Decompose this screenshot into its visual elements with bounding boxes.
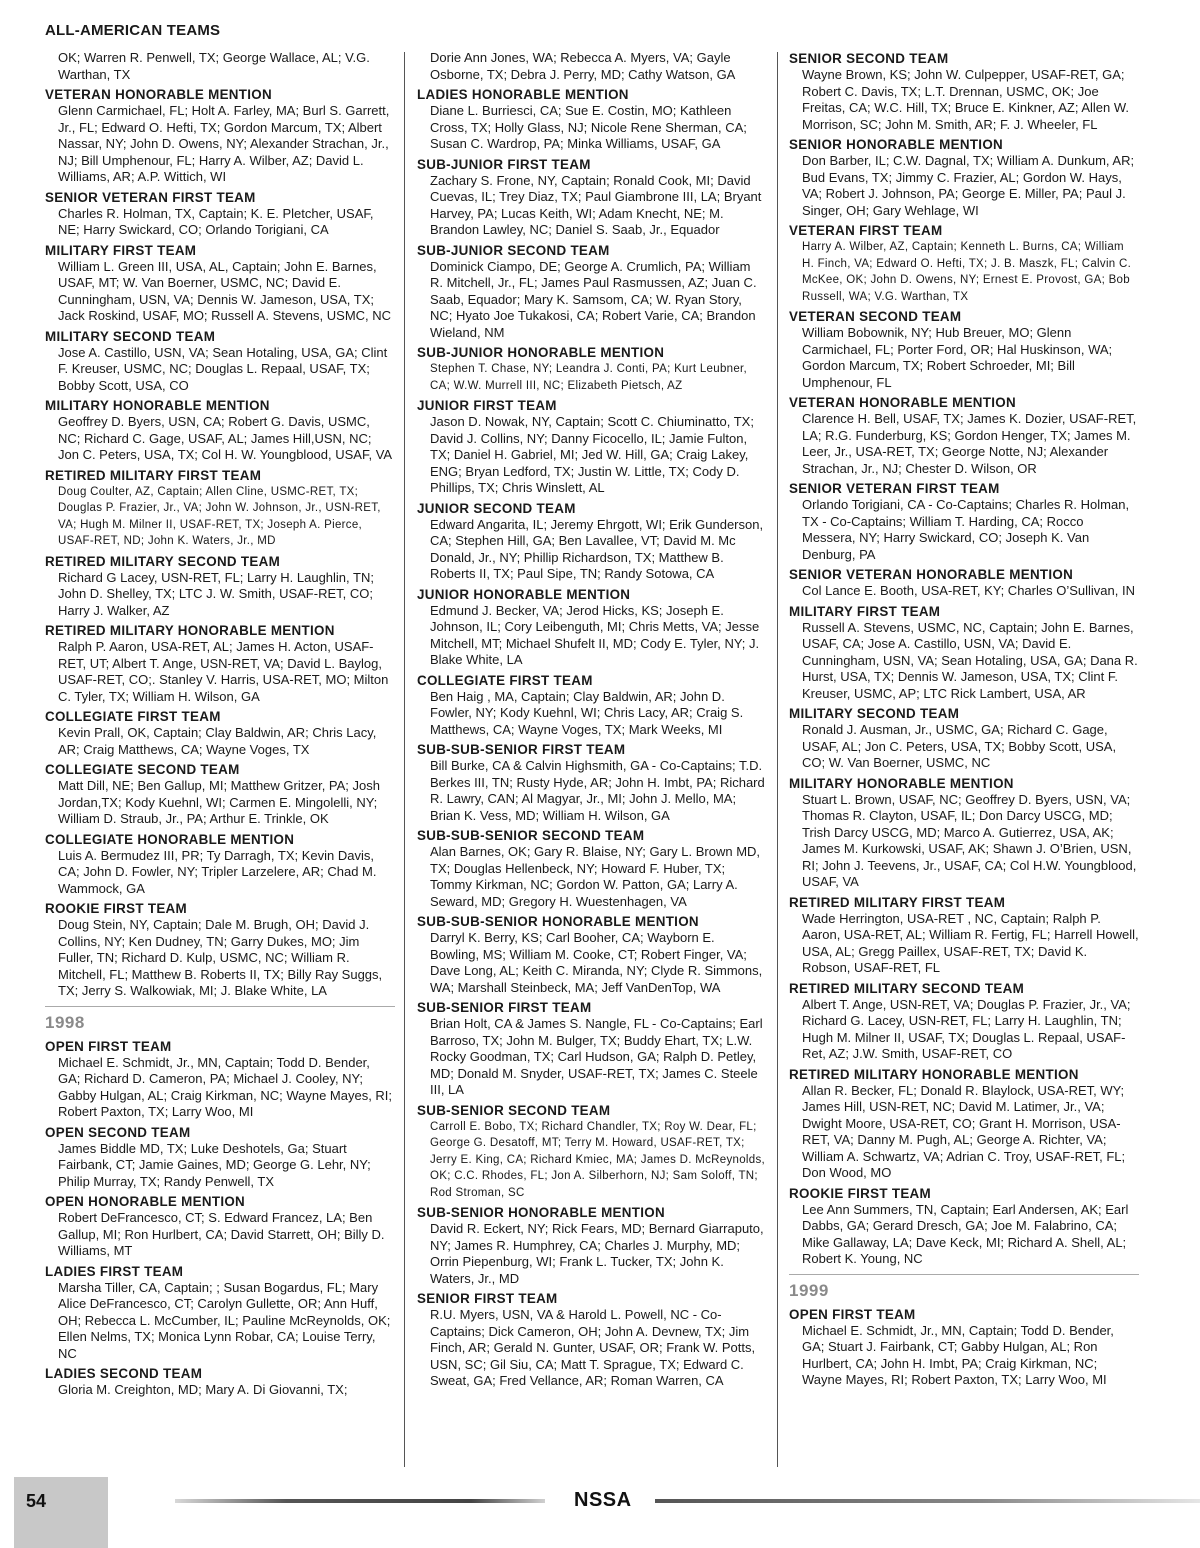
team-section [45, 554, 395, 620]
team-section [45, 1264, 395, 1363]
team-section [789, 604, 1139, 703]
team-section [45, 1194, 395, 1260]
continued-entry [45, 50, 395, 83]
team-members: Doug Stein, NY, Captain; Dale M. Brugh, OH; David J. Collins, NY; Ken Dudney, TN; Garry Dukes, MO; Jim Fuller, TN; Richard D. Kulp, USMC, NC; William R. Mitchell, FL; Matthew B. Roberts II, TX; Billy Ray Suggs, TX; Jerry S. Walkowiak, MI; J. Blake White, LA [58, 917, 383, 998]
team-members: Alan Barnes, OK; Gary R. Blaise, NY; Gary L. Brown MD, TX; Douglas Hellenbeck, NY; Howard F. Huber, TX; Tommy Kirkman, NC; Gordon W. Patton, GA; Larry A. Seward, MD; Gregory H. Wuestenhagen, VA [430, 844, 761, 909]
team-section [45, 709, 395, 758]
team-section [789, 395, 1139, 477]
team-heading: MILITARY FIRST TEAM [45, 242, 197, 258]
team-section [45, 243, 395, 325]
team-members: Jose A. Castillo, USN, VA; Sean Hotaling, USA, GA; Clint F. Kreuser, USMC, NC; Douglas L. Repaal, USAF, TX; Bobby Scott, USA, CO [58, 344, 388, 393]
team-members: David R. Eckert, NY; Rick Fears, MD; Bernard Giarraputo, NY; James R. Humphrey, CA; Charles J. Murphy, MD; Orrin Piepenburg, WI; Frank L. Tucker, TX; John K. Waters, Jr., MD [430, 1221, 764, 1286]
team-section [45, 623, 395, 705]
team-heading: SENIOR VETERAN HONORABLE MENTION [789, 567, 1074, 582]
team-section [417, 673, 767, 739]
team-heading: COLLEGIATE FIRST TEAM [417, 672, 593, 688]
team-section [417, 345, 767, 394]
team-section [45, 832, 395, 898]
team-members: Michael E. Schmidt, Jr., MN, Captain; Todd D. Bender, GA; Richard D. Cameron, PA; Michael J. Cooley, NY; Gabby Hulgan, AL; Craig Kirkman, NC; Wayne Mayes, RI; Robert Paxton, TX; Larry Woo, MI [58, 1054, 393, 1119]
team-members: Wayne Brown, KS; John W. Culpepper, USAF-RET, GA; Robert C. Davis, TX; L.T. Drennan, USMC, OK; Joe Freitas, CA; W.C. Hill, TX; Bruce E. Kinkner, AZ; Allen W. Morrison, SC; John M. Smith, AR; F. J. Wheeler, FL [802, 67, 1130, 132]
team-section [417, 914, 767, 996]
team-section [789, 1186, 1139, 1268]
team-members: Carroll E. Bobo, TX; Richard Chandler, TX; Roy W. Dear, FL; George G. Desatoff, MT; Terry M. Howard, USAF-RET, TX; Jerry E. King, CA; Richard Kmiec, MA; James D. McReynolds, OK; C.C. Rhodes, FL; Jon A. Silberhorn, NJ; Sam Soloff, TN; Rod Stroman, SC [430, 1120, 766, 1199]
team-members: Ben Haig , MA, Captain; Clay Baldwin, AR; John D. Fowler, NY; Kody Kuehnl, WI; Chris Lacy, AR; Craig S. Matthews, CA; Wayne Voges, TX; Mark Weeks, MI [430, 688, 744, 737]
team-section [45, 1366, 395, 1399]
team-section [789, 481, 1139, 563]
team-heading: LADIES HONORABLE MENTION [417, 87, 629, 102]
team-members: Don Barber, IL; C.W. Dagnal, TX; William A. Dunkum, AR; Bud Evans, TX; Jimmy C. Frazier, AL; Gordon W. Hays, VA; Robert J. Johnson, PA; George E. Miller, PA; Paul J. Singer, OH; Gary Wehlage, WI [802, 153, 1135, 218]
team-heading: SENIOR VETERAN FIRST TEAM [789, 481, 1000, 496]
team-heading: MILITARY SECOND TEAM [789, 706, 960, 721]
team-heading: LADIES SECOND TEAM [45, 1366, 203, 1381]
team-section [417, 501, 767, 583]
team-members: Stephen T. Chase, NY; Leandra J. Conti, PA; Kurt Leubner, CA; W.W. Murrell III, NC; Elizabeth Pietsch, AZ [430, 363, 748, 392]
team-members: James Biddle MD, TX; Luke Deshotels, Ga; Stuart Fairbank, CT; Jamie Gaines, MD; George G. Lehr, NY; Philip Murray, TX; Randy Penwell, TX [58, 1140, 371, 1189]
team-section [789, 895, 1139, 977]
team-section [789, 223, 1139, 305]
team-heading: OPEN FIRST TEAM [789, 1306, 916, 1322]
team-section [789, 776, 1139, 891]
team-heading: COLLEGIATE HONORABLE MENTION [45, 831, 295, 847]
team-section [789, 706, 1139, 772]
team-heading: MILITARY FIRST TEAM [789, 603, 941, 619]
team-section [789, 137, 1139, 219]
team-heading: LADIES FIRST TEAM [45, 1263, 184, 1279]
team-heading: COLLEGIATE SECOND TEAM [45, 762, 240, 777]
column-divider [404, 52, 405, 1467]
team-members: Russell A. Stevens, USMC, NC, Captain; John E. Barnes, USAF, CA; Jose A. Castillo, USN, VA; David E. Cunningham, USN, VA; Sean Hotaling, USA, GA; Dana R. Hurst, USA, TX; Dennis W. Jameson, USA, TX; Clint F. Kreuser, USMC, AP; LTC Rick Lambert, USA, AR [802, 619, 1138, 701]
team-section [45, 398, 395, 464]
team-heading: OPEN FIRST TEAM [45, 1038, 172, 1054]
team-section [45, 901, 395, 1000]
team-heading: SENIOR VETERAN FIRST TEAM [45, 189, 256, 205]
team-heading: SENIOR HONORABLE MENTION [789, 137, 1004, 152]
team-section [417, 243, 767, 342]
team-members: Harry A. Wilber, AZ, Captain; Kenneth L. Burns, CA; William H. Finch, VA; Edward O. Hefti, TX; J. B. Maszk, FL; Calvin C. McKee, OK; John D. Owens, NY; Ernest E. Provost, GA; Bob Russell, WA; V.G. Warthan, TX [802, 241, 1132, 303]
team-section [789, 567, 1139, 600]
team-heading: SUB-JUNIOR SECOND TEAM [417, 242, 610, 258]
team-members: Clarence H. Bell, USAF, TX; James K. Dozier, USAF-RET, LA; R.G. Funderburg, KS; Gordon Henger, TX; James M. Leer, Jr., USA-RET, TX; George Notte, NJ; Alexander Strachan, Jr., NJ; Chester D. Wilson, OR [802, 411, 1137, 476]
team-heading: VETERAN SECOND TEAM [789, 309, 962, 324]
team-members: Ronald J. Ausman, Jr., USMC, GA; Richard C. Gage, USAF, AL; Jon C. Peters, USA, TX; Bobby Scott, USA, CO; W. Van Boerner, USMC, NC [802, 722, 1117, 770]
team-heading: SUB-SUB-SENIOR FIRST TEAM [417, 742, 626, 757]
team-heading: SUB-JUNIOR FIRST TEAM [417, 156, 591, 172]
team-members: R.U. Myers, USN, VA & Harold L. Powell, NC - Co-Captains; Dick Cameron, OH; John A. Devnew, TX; Jim Finch, AR; Gerald N. Gunter, USAF, OR; Frank W. Potts, USN, SC; Gil Siu, CA; Matt T. Sprague, TX; Edward C. Sweat, GA; Fred Vellance, AR; Roman Warren, CA [430, 1307, 756, 1388]
team-members: Zachary S. Frone, NY, Captain; Ronald Cook, MI; David Cuevas, IL; Trey Diaz, TX; Paul Giambrone III, LA; Bryant Harvey, PA; Lucas Keith, WI; Adam Knecht, NE; M. Brandon Lawley, NC; Daniel S. Saab, Jr., Equador [430, 172, 762, 237]
year-heading: 1999 [789, 1274, 1139, 1301]
team-section [417, 1000, 767, 1099]
team-heading: VETERAN HONORABLE MENTION [789, 395, 1016, 410]
team-heading: JUNIOR FIRST TEAM [417, 398, 557, 413]
column-divider [777, 52, 778, 1467]
team-section [45, 190, 395, 239]
team-members: Diane L. Burriesci, CA; Sue E. Costin, MO; Kathleen Cross, TX; Holly Glass, NJ; Nicole Rene Sherman, CA; Susan C. Wardrop, PA; Minka Williams, USAF, GA [430, 103, 747, 151]
team-members: Luis A. Bermudez III, PR; Ty Darragh, TX; Kevin Davis, CA; John D. Fowler, NY; Tripler Larzelere, AR; Chad M. Wammock, GA [58, 847, 377, 896]
team-heading: SENIOR SECOND TEAM [789, 51, 949, 66]
team-section [417, 1291, 767, 1390]
team-section [417, 587, 767, 669]
team-heading: ROOKIE FIRST TEAM [45, 901, 187, 916]
team-heading: RETIRED MILITARY HONORABLE MENTION [789, 1066, 1079, 1082]
team-section [417, 828, 767, 910]
team-members: Geoffrey D. Byers, USN, CA; Robert G. Davis, USMC, NC; Richard C. Gage, USAF, AL; James Hill,USN, NC; Jon C. Peters, USA, TX; Col H. W. Youngblood, USAF, VA [58, 414, 393, 462]
team-members: Brian Holt, CA & James S. Nangle, FL - Co-Captains; Earl Barroso, TX; John M. Bulger, TX; Buddy Ehart, TX; L.W. Rocky Goodman, TX; Carl Hudson, GA; Ralph D. Petley, MD; Donald M. Snyder, USAF-RET, TX; James C. Steele III, LA [430, 1016, 763, 1097]
team-section [417, 1205, 767, 1287]
team-section [789, 1067, 1139, 1182]
team-heading: COLLEGIATE FIRST TEAM [45, 709, 221, 724]
team-section [789, 51, 1139, 133]
team-heading: SUB-SENIOR HONORABLE MENTION [417, 1205, 665, 1220]
team-heading: SUB-SENIOR SECOND TEAM [417, 1102, 611, 1118]
team-heading: RETIRED MILITARY HONORABLE MENTION [45, 623, 335, 638]
team-section [45, 468, 395, 550]
team-members: Bill Burke, CA & Calvin Highsmith, GA - Co-Captains; T.D. Berkes III, TN; Rusty Hyde, AR; John H. Imbt, PA; Richard R. Lawry, CAN; Al Magyar, Jr., MI; John J. Mello, MA; Brian K. Vess, MD; William H. Wilson, GA [430, 758, 765, 823]
team-members: Allan R. Becker, FL; Donald R. Blaylock, USA-RET, WY; James Hill, USN-RET, NC; David M. Latimer, Jr., VA; Dwight Moore, USA-RET, CO; Grant H. Morrison, USA-RET, VA; Danny M. Pugh, AL; George A. Richter, VA; William A. Schwartz, VA; Adrian C. Troy, USAF-RET, FL; Don Wood, MO [802, 1082, 1126, 1180]
team-members: OK; Warren R. Penwell, TX; George Wallace, AL; V.G. Warthan, TX [58, 50, 370, 82]
team-members: Robert DeFrancesco, CT; S. Edward Francez, LA; Ben Gallup, MI; Ron Hurlbert, CA; David Starrett, OH; Billy D. Williams, MT [58, 1210, 385, 1258]
year-heading: 1998 [45, 1006, 395, 1033]
team-heading: OPEN HONORABLE MENTION [45, 1194, 246, 1209]
team-heading: ROOKIE FIRST TEAM [789, 1185, 931, 1201]
page-number-tab [14, 1477, 108, 1548]
team-section [789, 981, 1139, 1063]
team-section [417, 742, 767, 824]
team-heading: OPEN SECOND TEAM [45, 1124, 191, 1140]
team-heading: VETERAN FIRST TEAM [789, 223, 943, 238]
team-section [45, 329, 395, 395]
team-members: Ralph P. Aaron, USA-RET, AL; James H. Acton, USAF-RET, UT; Albert T. Ange, USN-RET, VA; David L. Baylog, USAF-RET, CO;. Stanley V. Harris, USA-RET, MO; Milton C. Tyler, TX; William H. Wilson, GA [58, 639, 389, 704]
continued-entry [417, 50, 767, 83]
team-heading: VETERAN HONORABLE MENTION [45, 87, 272, 102]
team-heading: JUNIOR HONORABLE MENTION [417, 586, 631, 602]
team-heading: SUB-SUB-SENIOR HONORABLE MENTION [417, 914, 699, 929]
team-members: Stuart L. Brown, USAF, NC; Geoffrey D. Byers, USN, VA; Thomas R. Clayton, USAF, IL; Don Darcy USCG, MD; Trish Darcy USCG, MD; Marco A. Gutierrez, USA, AK; James M. Kurkowski, USAF, AK; Shawn J. O’Brien, USN, RI; John J. Teevens, Jr., USAF, CA; Col H.W. Youngblood, USAF, VA [802, 791, 1137, 889]
team-heading: RETIRED MILITARY FIRST TEAM [45, 467, 262, 483]
team-section [789, 1307, 1139, 1389]
team-section [45, 762, 395, 828]
team-section [417, 398, 767, 497]
team-members: Orlando Torigiani, CA - Co-Captains; Charles R. Holman, TX - Co-Captains; William T. Harding, CA; Rocco Messera, NY; Harry Swickard, CO; Joseph K. Van Denburg, PA [802, 497, 1130, 562]
team-members: Marsha Tiller, CA, Captain; ; Susan Bogardus, FL; Mary Alice DeFrancesco, CT; Carolyn Gullette, OR; Ann Huff, OH; Rebecca L. McCumber, IL; Pauline McReynolds, OK; Ellen Nelms, TX; Monica Lynn Robar, CA; Louise Terry, NC [58, 1279, 391, 1361]
team-members: Dominick Ciampo, DE; George A. Crumlich, PA; William R. Mitchell, Jr., FL; James Paul Rasmussen, AZ; Juan C. Saab, Equador; Mary K. Samsom, CA; W. Ryan Story, NC; Hyato Joe Tukakosi, CA; Robert Varie, CA; Brandon Wieland, NM [430, 258, 757, 340]
team-section [417, 157, 767, 239]
team-heading: MILITARY HONORABLE MENTION [45, 398, 270, 413]
team-members: Albert T. Ange, USN-RET, VA; Douglas P. Frazier, Jr., VA; Richard G. Lacey, USN-RET, FL; Larry H. Laughlin, TN; Hugh M. Milner II, USAF, TX; Douglas L. Repaal, USAF- Ret, AZ; J.W. Smith, USAF-RET, CO [802, 996, 1131, 1061]
team-section [417, 87, 767, 153]
team-members: Michael E. Schmidt, Jr., MN, Captain; Todd D. Bender, GA; Stuart J. Fairbank, CT; Gabby Hulgan, AL; Ron Hurlbert, CA; John H. Imbt, PA; Craig Kirkman, NC; Wayne Mayes, RI; Robert Paxton, TX; Larry Woo, MI [802, 1322, 1114, 1387]
team-members: Doug Coulter, AZ, Captain; Allen Cline, USMC-RET, TX; Douglas P. Frazier, Jr., VA; John W. Johnson, Jr., USN-RET, VA; Hugh M. Milner II, USAF-RET, TX; Joseph A. Pierce, USAF-RET, ND; John K. Waters, Jr., MD [58, 485, 381, 547]
team-members: Charles R. Holman, TX, Captain; K. E. Pletcher, USAF, NE; Harry Swickard, CO; Orlando Torigiani, CA [58, 205, 374, 237]
team-heading: SUB-SUB-SENIOR SECOND TEAM [417, 828, 645, 843]
page-footer [0, 1465, 1200, 1548]
team-heading: MILITARY HONORABLE MENTION [789, 775, 1014, 791]
team-members: Gloria M. Creighton, MD; Mary A. Di Giovanni, TX; [58, 1382, 348, 1397]
team-members: Lee Ann Summers, TN, Captain; Earl Andersen, AK; Earl Dabbs, GA; Gerard Dresch, GA; Joe M. Falabrino, CA; Mike Gallaway, LA; Dave Keck, MI; Richard A. Shell, AL; Robert K. Young, NC [802, 1201, 1129, 1266]
page-header: ALL-AMERICAN TEAMS [45, 22, 221, 39]
team-section [45, 1039, 395, 1121]
page-number: 54 [26, 1491, 47, 1511]
team-members: Dorie Ann Jones, WA; Rebecca A. Myers, VA; Gayle Osborne, TX; Debra J. Perry, MD; Cathy Watson, GA [430, 50, 736, 82]
footer-brand: NSSA [574, 1489, 632, 1511]
team-members: Richard G Lacey, USN-RET, FL; Larry H. Laughlin, TN; John D. Shelley, TX; LTC J. W. Smith, USAF-RET, CO; Harry J. Walker, AZ [58, 569, 374, 618]
team-members: Jason D. Nowak, NY, Captain; Scott C. Chiuminatto, TX; David J. Collins, NY; Danny Ficocello, IL; Jamie Fulton, TX; Daniel H. Gabriel, MI; Jed W. Hill, GA; Craig Lakey, ENG; Bryan Ledford, TX; Justin W. Little, TX; Cody D. Phillips, TX; Chris Winslett, AL [430, 414, 754, 495]
team-members: Wade Herrington, USA-RET , NC, Captain; Ralph P. Aaron, USA-RET, AL; William R. Fertig, FL; Harrell Howell, USA, AL; Gregg Paillex, USAF-RET, TX; David K. Robson, USAF-RET, FL [802, 910, 1139, 975]
team-members: Darryl K. Berry, KS; Carl Booher, CA; Wayborn E. Bowling, MS; William M. Cooke, CT; Robert Finger, VA; Dave Long, AL; Keith C. Miranda, NY; Clyde R. Simmons, WA; Marshall Steinbeck, MA; Jeff VanDenTop, WA [430, 930, 763, 995]
team-heading: JUNIOR SECOND TEAM [417, 500, 576, 516]
team-members: Edward Angarita, IL; Jeremy Ehrgott, WI; Erik Gunderson, CA; Stephen Hill, GA; Ben Lavallee, VT; David M. Mc Donald, Jr., NY; Phillip Richardson, TX; Matthew B. Roberts II, TX; Paul Sipe, TN; Randy Sotowa, CA [430, 516, 764, 581]
column-1 [45, 50, 395, 1403]
team-section [789, 309, 1139, 391]
team-members: Col Lance E. Booth, USA-RET, KY; Charles O’Sullivan, IN [802, 583, 1135, 598]
footer-rule-right [655, 1499, 1200, 1503]
team-section [45, 87, 395, 186]
team-heading: SUB-SENIOR FIRST TEAM [417, 1000, 592, 1015]
team-heading: SUB-JUNIOR HONORABLE MENTION [417, 345, 665, 360]
team-members: William L. Green III, USA, AL, Captain; John E. Barnes, USAF, MT; W. Van Boerner, USMC, NC; David E. Cunningham, USN, VA; Dennis W. Jameson, USA, TX; Jack Roskind, USAF, MO; Russell A. Stevens, USMC, NC [58, 258, 392, 323]
team-members: Edmund J. Becker, VA; Jerod Hicks, KS; Joseph E. Johnson, IL; Cory Leibenguth, MI; Chris Metts, VA; Jesse Mitchell, MT; Michael Shufelt II, MD; Cody E. Tyler, NY; J. Blake White, LA [430, 602, 760, 667]
team-heading: RETIRED MILITARY SECOND TEAM [789, 980, 1025, 996]
team-members: William Bobownik, NY; Hub Breuer, MO; Glenn Carmichael, FL; Porter Ford, OR; Hal Huskinson, WA; Gordon Marcum, TX; Robert Schroeder, MI; Bill Umphenour, FL [802, 325, 1113, 390]
team-members: Kevin Prall, OK, Captain; Clay Baldwin, AR; Chris Lacy, AR; Craig Matthews, CA; Wayne Voges, TX [58, 725, 377, 757]
team-members: Matt Dill, NE; Ben Gallup, MI; Matthew Gritzer, PA; Josh Jordan,TX; Kody Kuehnl, WI; Carmen E. Mingolelli, NY; William D. Straub, Jr., PA; Arthur E. Trinkle, OK [58, 778, 380, 826]
team-section [417, 1103, 767, 1202]
team-members: Glenn Carmichael, FL; Holt A. Farley, MA; Burl S. Garrett, Jr., FL; Edward O. Hefti, TX; Gordon Marcum, TX; Albert Nassar, NY; John D. Owens, NY; Alexander Strachan, Jr., NJ; Bill Umphenour, FL; Harry A. Wilber, AZ; David L. Williams, AR; A.P. Wittich, WI [58, 103, 390, 184]
column-2 [417, 50, 767, 1394]
footer-rule-left [175, 1499, 545, 1503]
team-section [45, 1125, 395, 1191]
column-3 [789, 50, 1139, 1393]
team-heading: MILITARY SECOND TEAM [45, 328, 216, 344]
team-heading: SENIOR FIRST TEAM [417, 1291, 558, 1306]
team-heading: RETIRED MILITARY FIRST TEAM [789, 894, 1006, 910]
team-heading: RETIRED MILITARY SECOND TEAM [45, 553, 281, 569]
